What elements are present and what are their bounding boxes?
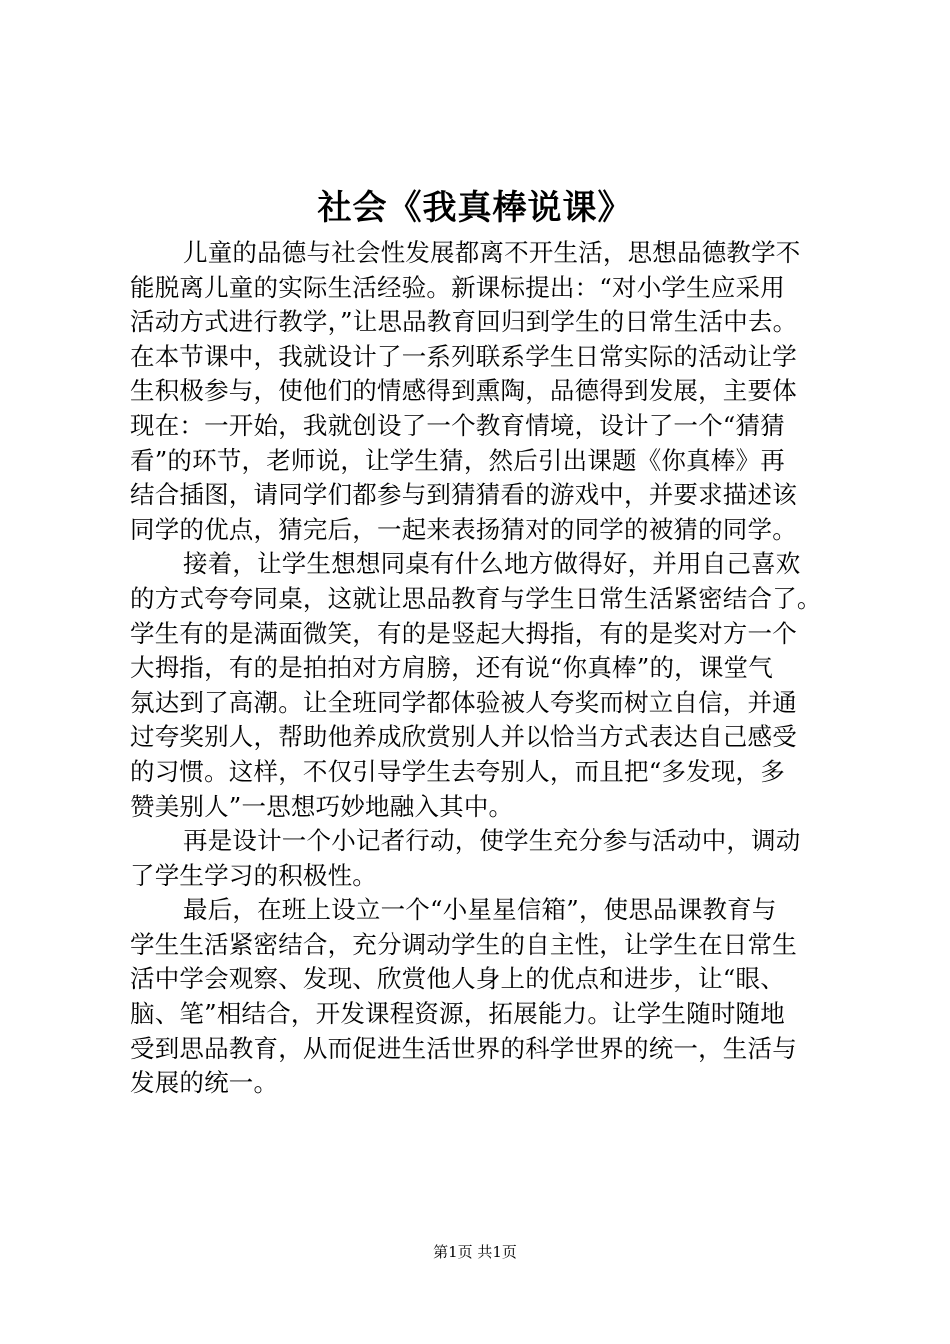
text-line: 能脱离儿童的实际生活经验。新课标提出：“对小学生应采用 xyxy=(130,272,785,302)
text-line: 活动方式进行教学，”让思品教育回归到学生的日常生活中去。 xyxy=(130,307,798,337)
text-line: 再是设计一个小记者行动，使学生充分参与活动中，调动 xyxy=(183,826,801,856)
text-line: 了学生学习的积极性。 xyxy=(130,860,377,890)
document-title: 社会《我真棒说课》 xyxy=(317,188,633,228)
text-line: 大拇指，有的是拍拍对方肩膀，还有说“你真棒”的，课堂气 xyxy=(130,653,773,683)
text-line: 的习惯。这样，不仅引导学生去夸别人，而且把“多发现，多 xyxy=(130,756,785,786)
text-line: 在本节课中，我就设计了一系列联系学生日常实际的活动让学 xyxy=(130,341,797,371)
text-line: 现在：一开始，我就创设了一个教育情境，设计了一个“猜猜 xyxy=(130,410,785,440)
text-line: 过夸奖别人，帮助他养成欣赏别人并以恰当方式表达自己感受 xyxy=(130,722,797,752)
text-line: 接着，让学生想想同桌有什么地方做得好，并用自己喜欢 xyxy=(183,549,801,579)
text-line: 学生有的是满面微笑，有的是竖起大拇指，有的是奖对方一个 xyxy=(130,618,797,648)
text-line: 儿童的品德与社会性发展都离不开生活，思想品德教学不 xyxy=(183,238,801,267)
document-body xyxy=(130,236,845,1101)
text-line: 最后，在班上设立一个“小星星信箱”，使思品课教育与 xyxy=(183,895,777,925)
text-line: 学生生活紧密结合，充分调动学生的自主性，让学生在日常生 xyxy=(130,929,797,959)
text-line: 氛达到了高潮。让全班同学都体验被人夸奖而树立自信，并通 xyxy=(130,687,797,717)
text-line: 受到思品教育，从而促进生活世界的科学世界的统一，生活与 xyxy=(130,1033,797,1063)
text-line: 生积极参与，使他们的情感得到熏陶，品德得到发展，主要体 xyxy=(130,376,797,406)
text-line: 同学的优点，猜完后，一起来表扬猜对的同学的被猜的同学。 xyxy=(130,514,797,544)
page-number-footer: 第1页 共1页 xyxy=(433,1243,517,1261)
text-line: 活中学会观察、发现、欣赏他人身上的优点和进步，让“眼、 xyxy=(130,964,785,994)
text-line: 脑、笔”相结合，开发课程资源，拓展能力。让学生随时随地 xyxy=(130,999,785,1029)
text-line: 的方式夸夸同桌，这就让思品教育与学生日常生活紧密结合了。 xyxy=(130,583,822,613)
text-line: 结合插图，请同学们都参与到猜猜看的游戏中，并要求描述该 xyxy=(130,480,797,510)
text-line: 发展的统一。 xyxy=(130,1068,279,1098)
text-line: 看”的环节，老师说，让学生猜，然后引出课题《你真棒》再 xyxy=(130,445,785,475)
text-line: 赞美别人”一思想巧妙地融入其中。 xyxy=(130,791,514,821)
